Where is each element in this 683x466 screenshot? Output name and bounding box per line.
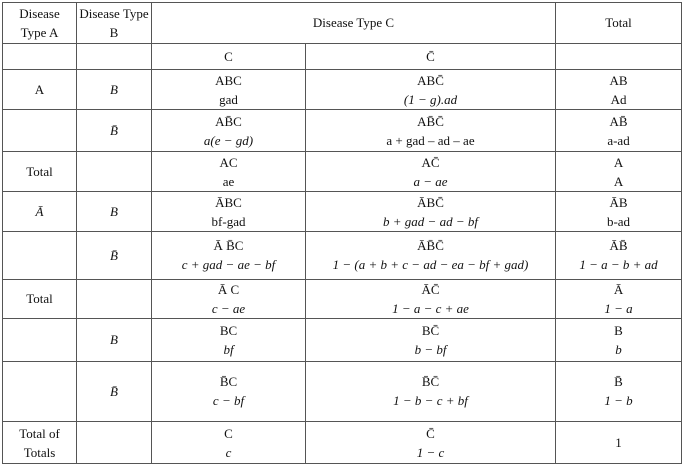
cell-total-value: 1 − b <box>604 393 633 409</box>
cell-total <box>556 422 682 464</box>
cell-c-value: c − bf <box>212 393 245 409</box>
subheader-row <box>3 43 682 69</box>
cell-c <box>152 151 306 192</box>
cell-total-value: A <box>613 173 624 189</box>
cell-total-value: 1 − a − b + ad <box>579 257 658 273</box>
cell-c-bar-value: 1 − (a + b + c − ad − ea − bf + gad) <box>332 257 529 273</box>
cell-c-bar-label: ĀBC̄ <box>417 194 444 210</box>
cell-c-bar-label: AB̄C̄ <box>417 113 444 129</box>
cell-c-bar <box>306 279 556 319</box>
cell-total <box>556 361 682 422</box>
cell-total-label: B <box>614 322 623 338</box>
cell-disease-b <box>77 151 152 192</box>
cell-c-value: c − ae <box>211 300 246 316</box>
cell-disease-a <box>3 231 77 279</box>
cell-total <box>556 69 682 110</box>
header-disease-type-a: Disease Type A <box>3 3 77 44</box>
cell-total-value: b-ad <box>606 213 631 229</box>
cell-total-label: 1 <box>615 435 622 451</box>
cell-disease-b: B̄ <box>77 231 152 279</box>
cell-c-value: a(e − gd) <box>203 132 254 148</box>
cell-total-value: 1 − a <box>604 300 633 316</box>
header-disease-type-b: Disease Type B <box>77 3 152 44</box>
cell-c <box>152 319 306 362</box>
cell-c-label: AC <box>219 154 238 170</box>
subheader-c: C <box>152 43 306 69</box>
cell-total <box>556 231 682 279</box>
table-row <box>3 361 682 422</box>
cell-c <box>152 192 306 232</box>
cell-c-bar <box>306 361 556 422</box>
cell-c-bar-label: AC̄ <box>421 154 440 170</box>
cell-c-bar <box>306 319 556 362</box>
cell-disease-a <box>3 361 77 422</box>
cell-total-label: ĀB̄ <box>609 238 628 254</box>
cell-c-bar-value: b + gad − ad − bf <box>383 213 478 229</box>
table-row <box>3 422 682 464</box>
cell-c-label: Ā B̄C <box>213 238 244 254</box>
cell-c-value: gad <box>219 91 238 107</box>
header-row <box>3 3 682 44</box>
cell-c-bar <box>306 231 556 279</box>
cell-c-bar <box>306 69 556 110</box>
table-row <box>3 151 682 192</box>
cell-c <box>152 279 306 319</box>
cell-c <box>152 361 306 422</box>
cell-c-label: AB̄C <box>215 113 242 129</box>
cell-c-value: ae <box>222 173 235 189</box>
cell-c-bar-label: B̄C̄ <box>421 374 440 390</box>
table-row <box>3 279 682 319</box>
cell-c <box>152 231 306 279</box>
cell-disease-a <box>3 319 77 362</box>
cell-total <box>556 192 682 232</box>
cell-c-bar-value: a − ae <box>413 173 448 189</box>
cell-c-bar-value: 1 − a − c + ae <box>392 300 469 316</box>
cell-c-bar-label: C̄ <box>426 425 435 441</box>
cell-c-value: c <box>225 444 232 460</box>
cell-total-label: A <box>613 154 624 170</box>
cell-total <box>556 279 682 319</box>
cell-total <box>556 151 682 192</box>
cell-c-bar-value: b − bf <box>414 341 447 357</box>
cell-c-bar <box>306 151 556 192</box>
cell-c-label: B̄C <box>219 374 238 390</box>
cell-c-label: Ā C <box>217 281 240 297</box>
table-row <box>3 110 682 152</box>
table-row <box>3 192 682 232</box>
cell-disease-a: Total <box>3 151 77 192</box>
cell-c-bar <box>306 422 556 464</box>
cell-c-value: bf <box>223 341 234 357</box>
cell-disease-b: B̄ <box>77 110 152 152</box>
cell-disease-b: B <box>77 69 152 110</box>
subheader-blank-total <box>556 43 682 69</box>
cell-total-label: AB <box>609 72 628 88</box>
cell-c-bar-label: BC̄ <box>421 322 440 338</box>
cell-c-bar <box>306 110 556 152</box>
cell-total-label: AB̄ <box>609 113 628 129</box>
cell-c-label: ABC <box>215 72 242 88</box>
cell-c-bar-label: ĀC̄ <box>421 281 440 297</box>
cell-total-label: B̄ <box>614 374 623 390</box>
cell-total-value: Ad <box>610 91 627 107</box>
cell-disease-a: Ā <box>3 192 77 232</box>
cell-c-bar-label: ĀB̄C̄ <box>417 238 444 254</box>
cell-c <box>152 110 306 152</box>
cell-disease-b: B <box>77 192 152 232</box>
cell-total-value: a-ad <box>607 132 630 148</box>
cell-c-bar-label: ABC̄ <box>417 72 444 88</box>
cell-c-bar-value: 1 − c <box>416 444 445 460</box>
cell-total <box>556 319 682 362</box>
cell-c-value: bf-gad <box>211 213 246 229</box>
cell-total-label: Ā <box>613 281 624 297</box>
cell-disease-b: B <box>77 319 152 362</box>
cell-c-label: C <box>224 425 233 441</box>
table-row <box>3 69 682 110</box>
table-row <box>3 319 682 362</box>
subheader-blank-b <box>77 43 152 69</box>
cell-c-bar-value: 1 − b − c + bf <box>393 393 468 409</box>
cell-c <box>152 69 306 110</box>
cell-disease-b <box>77 279 152 319</box>
cell-disease-a: Total of Totals <box>3 422 77 464</box>
cell-disease-a <box>3 110 77 152</box>
cell-total <box>556 110 682 152</box>
cell-disease-b <box>77 422 152 464</box>
cell-c-bar <box>306 192 556 232</box>
table-body <box>3 69 682 463</box>
cell-c <box>152 422 306 464</box>
cell-disease-a: Total <box>3 279 77 319</box>
cell-c-label: ĀBC <box>215 194 242 210</box>
header-disease-type-c: Disease Type C <box>152 3 556 44</box>
subheader-blank-a <box>3 43 77 69</box>
disease-type-table <box>2 2 682 464</box>
header-total: Total <box>556 3 682 44</box>
cell-disease-a: A <box>3 69 77 110</box>
table-row <box>3 231 682 279</box>
cell-c-label: BC <box>219 322 238 338</box>
cell-c-value: c + gad − ae − bf <box>181 257 276 273</box>
cell-total-value: b <box>615 341 622 357</box>
subheader-c-bar: C̄ <box>306 43 556 69</box>
cell-c-bar-value: (1 − g).ad <box>403 91 458 107</box>
cell-disease-b: B̄ <box>77 361 152 422</box>
cell-c-bar-value: a + gad – ad – ae <box>386 132 475 148</box>
cell-total-label: ĀB <box>609 194 628 210</box>
